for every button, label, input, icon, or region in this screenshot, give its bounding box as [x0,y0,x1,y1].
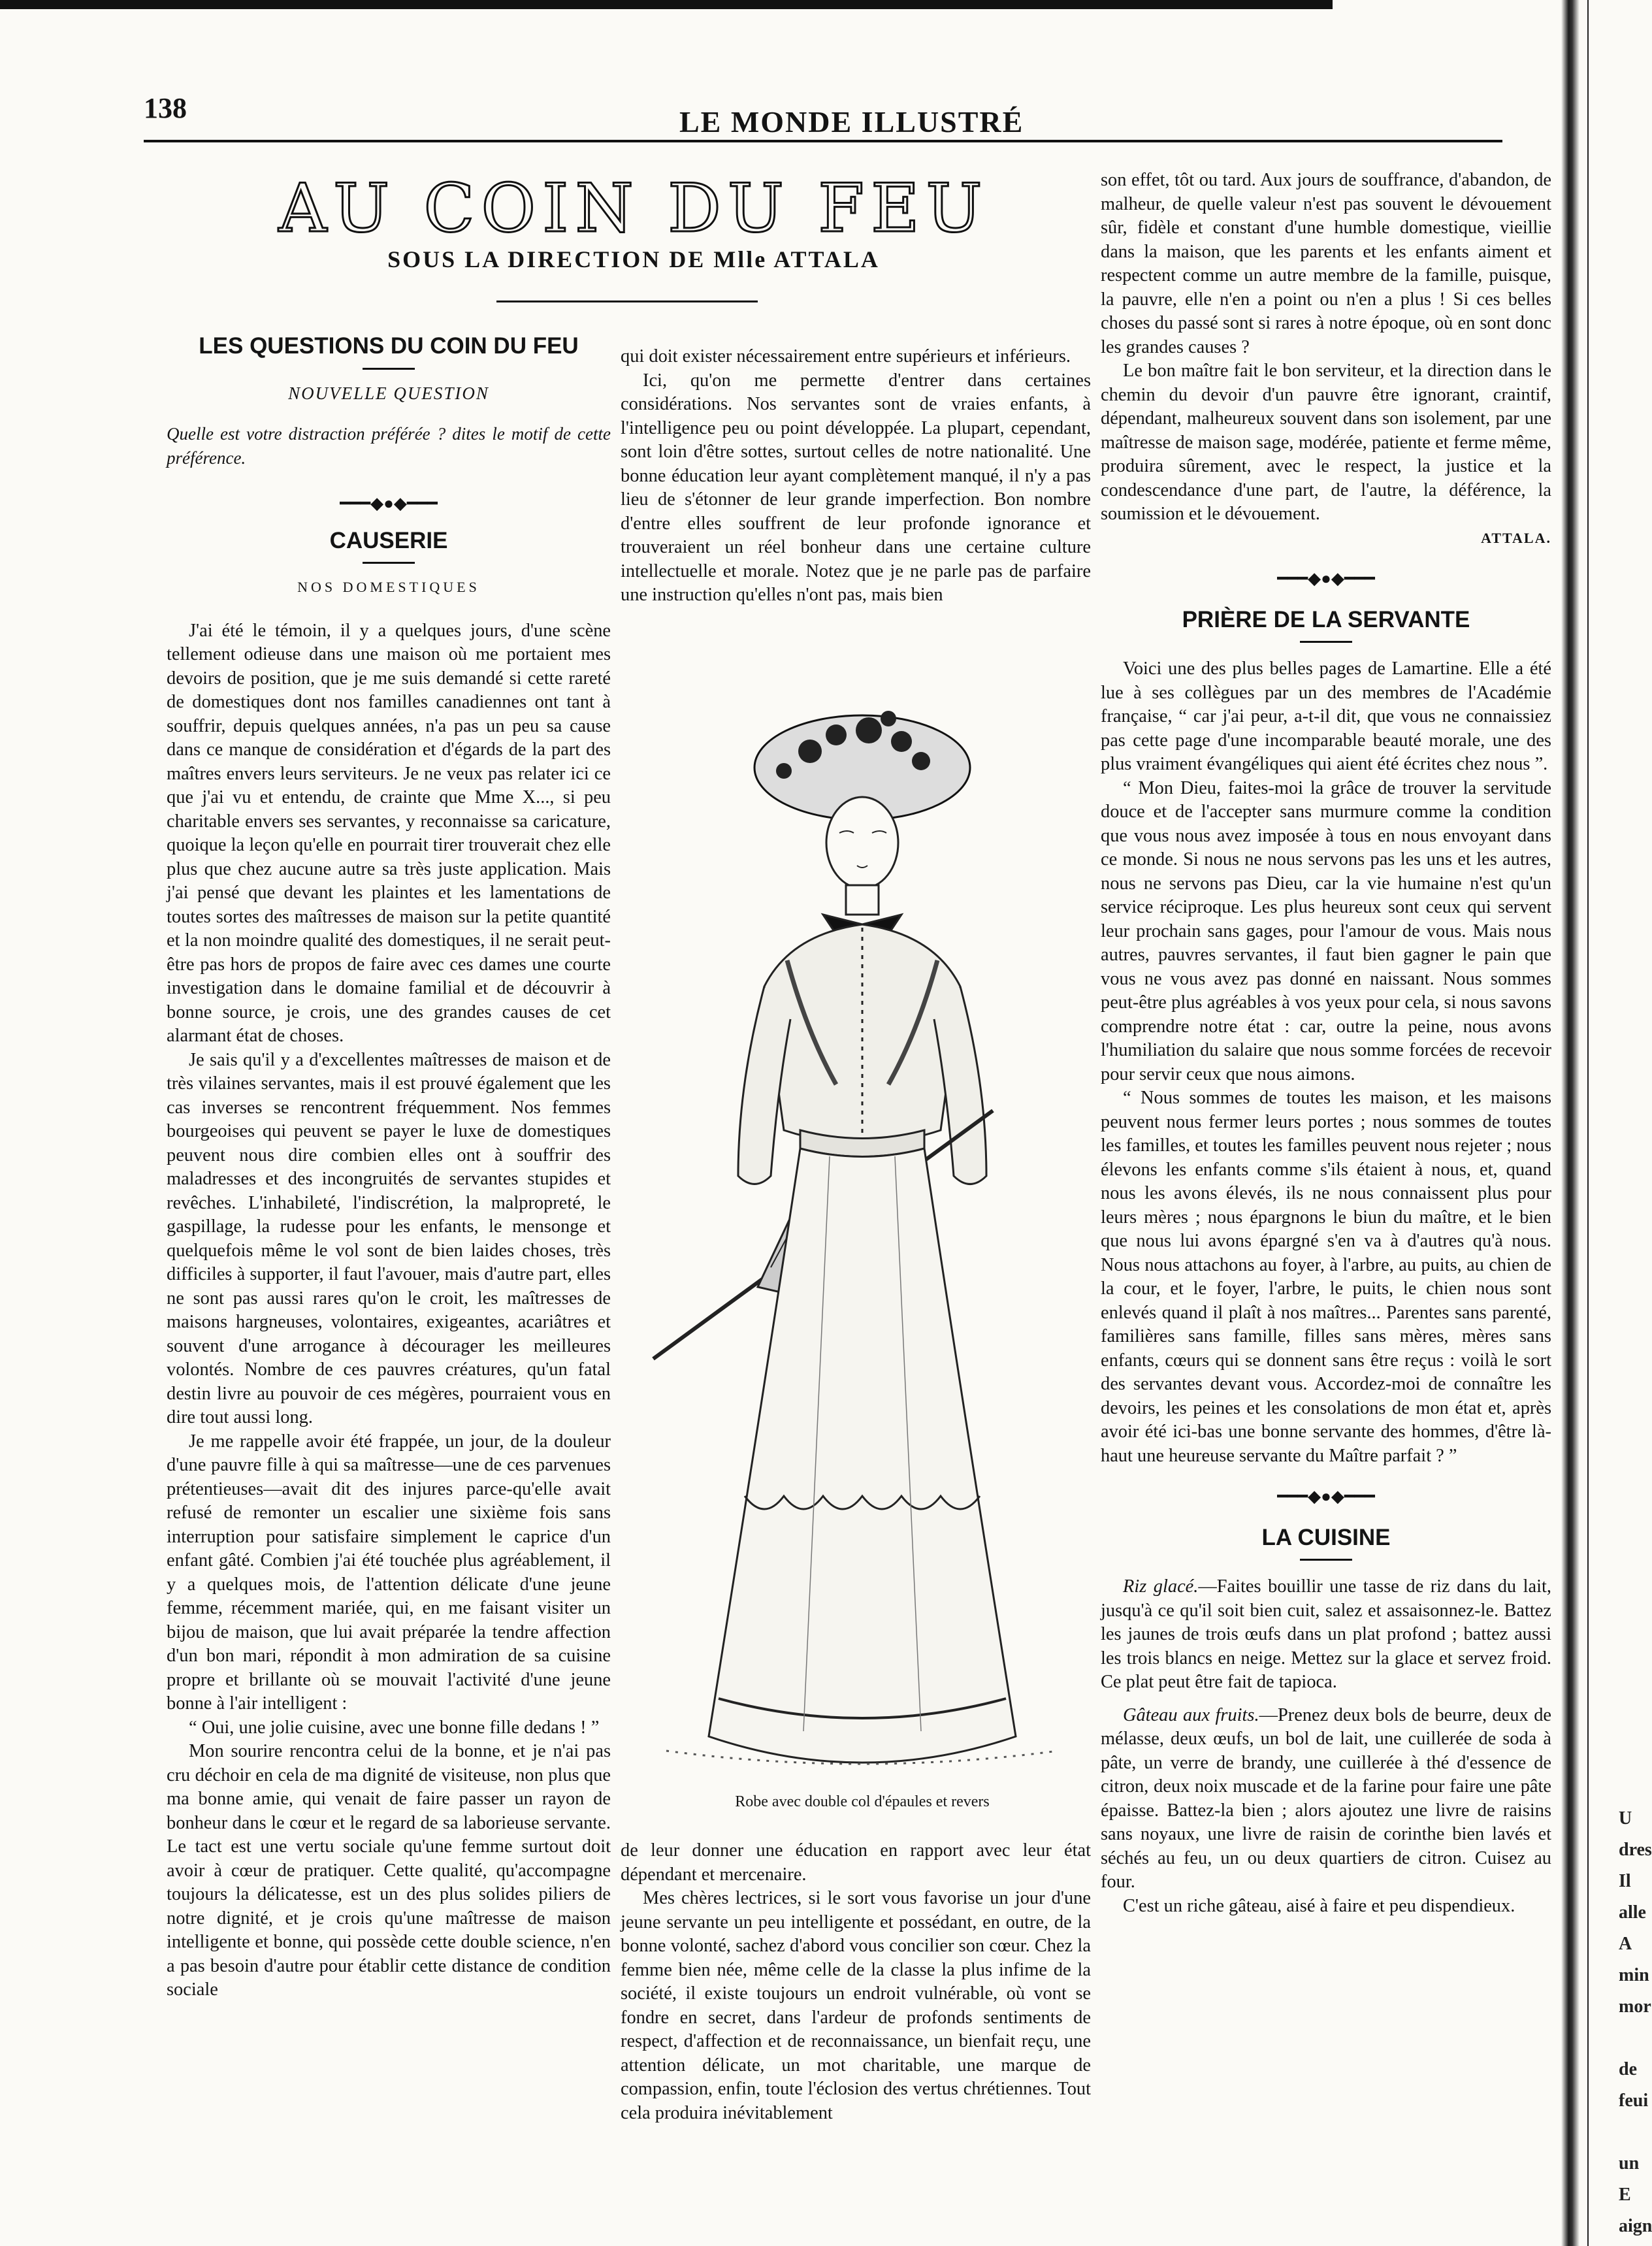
middle-paragraph: de leur donner une éducation en rapport avec leur état dépendant et mercenaire. [621,1840,1091,1885]
middle-paragraph: qui doit exister nécessairement entre supérieurs et inférieurs. [621,346,1071,366]
top-border [0,0,1333,9]
middle-column-bottom [621,1839,1091,2125]
left-column [167,327,611,2002]
recipe [1101,1704,1551,1895]
cuisine-closing: C'est un riche gâteau, aisé à faire et peu dispendieux. [1123,1895,1515,1916]
causerie-paragraph: Je sais qu'il y a d'excellentes maîtresses de maison et de très vilaines servantes, mais il est prouvé également que les cas inverses se rencontrent fréquemment. Nos femmes bourgeoises qui peuvent se payer le luxe de domestiques peuvent nous dire combien elles ont à souffrir des maladresses et des incongruités de servantes stupides et revêches. L'inhabileté, l'indiscrétion, la malpropreté, le gaspillage, la rudesse pour les enfants, le mensonge et quelquefois même le vol sont de bien laides choses, très difficiles à supporter, il faut l'avouer, mais d'autre part, elles ne sont pas aussi rares qu'on le croit, les maîtresses de maisons hargneuses, volontaires, exigeantes, acariâtres et souvent d'une arrogance à décourager les meilleures volontés. Nombre de ces pauvres créatures, qu'un fatal destin livre au pouvoir de ces mégères, pourraient vous en dire tout aussi long. [167,1049,611,1427]
priere-paragraph: “ Mon Dieu, faites-moi la grâce de trouver la servitude douce et de l'accepter sans murmure comme la condition que vous nous avez imposée à tous en nous envoyant dans ce monde. Si nous ne nous servons pas les uns et les autres, nous ne servons pas Dieu, car la vie humaine n'est qu'un service réciproque. Les plus heureux sont ceux qui servent leur prochain sans gages, pour l'amour de vous. Mais nous autres, pauvres servantes, il faut bien gagner le pain que vous ne vous avez pas donné en naissant. Nous sommes peut-être plus agréables à vos yeux pour cela, si nous savons comprendre notre état : car, outre la peine, nous avons l'humiliation du salaire que nous somme forcées de recevoir pour servir ceux que nous aimons. [1101,777,1551,1084]
middle-column-top [621,345,1091,608]
right-paragraph: son effet, tôt ou tard. Aux jours de souffrance, d'abandon, de malheur, de quelle valeur n'est pas souvent le dévouement sûr, fidèle et constant d'une humble domestique, vieillie dans la maison, que les parents et les enfants aiment et respectent comme un autre membre de la famille, puisque, la pauvre, elle n'en a point ou n'en a plus ! Si ces belles choses du passé sont si rares à notre époque, où en sont donc les grandes causes ? [1101,170,1551,357]
questions-subheading: NOUVELLE QUESTION [288,383,489,403]
binding-spine [1561,0,1579,2246]
face [826,797,898,888]
page-number: 138 [144,92,187,124]
skirt [709,1148,1016,1763]
cuisine-heading: LA CUISINE [1261,1524,1391,1550]
questions-text: Quelle est votre distraction préférée ? dites le motif de cette préférence. [167,424,611,468]
causerie-paragraph: J'ai été le témoin, il y a quelques jours, d'une scène tellement odieuse dans une maison où me portaient mes devoirs de position, que je me suis demandé si cette rareté de domestiques dont nos familles canadiennes ont tant à souffrir, depuis quelques années, n'a pas un peu sa cause dans ce manque de considération et d'égards de la part des maîtres envers leurs serviteurs. Je ne veux pas relater ici ce que j'ai vu et entendu, de crainte que Mme X..., si peu charitable envers ses servantes, y reconnaisse sa caricature, quoique la leçon qu'elle en pourrait tirer trouverait chez elle plus que chez aucune autre sa très juste application. Mais j'ai pensé que devant les plaintes et les lamentations de toutes sortes des maîtresses de maison sur la petite quantité et la non moindre qualité des domestiques, il ne serait peut-être pas hors de propos de faire avec ces dames une courte investigation dans le domaine familial et de découvrir à bonne source, je crois, une des grandes causes de cet alarmant état de choses. [167,620,611,1046]
recipe-name: Riz glacé. [1123,1576,1199,1597]
recipe-text: —Prenez deux bols de beurre, deux de mélasse, deux œufs, un bol de lait, une cuillerée de soda à pâte, un verre de brandy, une cuillerée à thé d'essence de citron, deux noix muscade et de la farine pour faire une pâte épaisse. Battez-la bien ; alors ajoutez une livre de raisins sans noyaux, une livre de raisin de corinthe bien lavés et séchés au feu, un ou deux quartiers de citron. Cuisez au four. [1101,1704,1551,1892]
priere-heading: PRIÈRE DE LA SERVANTE [1182,606,1470,632]
fashion-illustration [614,679,1110,1790]
right-column [1101,169,1551,1918]
causerie-paragraph: Mon sourire rencontra celui de la bonne, et je n'ai pas cru déchoir en cela de ma dignité de visiteuse, non plus que ma bonne amie, qui venait de faire passer un rayon de bonheur dans le cœur et le regard de sa laborieuse servante. Le tact est une vertu sociale qu'une femme surtout doit avoir à cœur de pratiquer. Cette qualité, qu'accompagne toujours la délicatesse, est un des plus solides piliers de notre dignité, et je crois qu'une maîtresse de maison intelligente et bonne, qui possède cette double science, n'en a pas besoin d'autre pour établir cette distance de condition sociale [167,1741,611,2000]
header-rule [144,140,1502,142]
questions-rule [363,368,415,370]
section-title: AU COIN DU FEU [278,170,989,248]
questions-heading: LES QUESTIONS DU COIN DU FEU [199,333,579,359]
ornament-divider: ━━━◆●◆━━━ [1277,1487,1375,1506]
cuisine-rule [1300,1559,1352,1561]
ornament-divider: ━━━◆●◆━━━ [1277,569,1375,588]
priere-paragraph: “ Nous sommes de toutes les maison, et les maisons peuvent nous fermer leurs portes ; nous sommes de toutes les familles, et toutes les familles peuvent nous rejeter ; nous élevons les enfants comme s'ils étaient à nous, et, quand nous les avons élevés, ils ne nous connaissent plus pour leurs mères ; nous épargnons le biun du maître, et le bien que nous lui avons épargné s'en va à d'autres qu'à nous. Nous nous attachons au foyer, à l'arbre, au puits, au chien de la cour, et le foyer, l'arbre, le puits, le chien nous sont enlevés quand il plaît à nos maîtres... Parentes sans parenté, familières sans famille, filles sans mères, mères sans enfants, cœurs qui se donnent sans être reçus : voilà le sort des servantes devant vous. Accordez-moi de connaître les devoirs, les peines et les consolations de mon état et, après avoir été ici-bas une bonne servante des hommes, d'être là-haut une heureuse servante du Maître parfait ? ” [1101,1088,1551,1466]
causerie-paragraph: “ Oui, une jolie cuisine, avec une bonne fille dedans ! ” [189,1717,600,1738]
recipe [1101,1575,1551,1695]
illustration-caption: Robe avec double col d'épaules et revers [735,1793,990,1810]
priere-rule [1300,641,1352,643]
section-subtitle: SOUS LA DIRECTION DE Mlle ATTALA [387,246,880,272]
causerie-rule [363,562,415,564]
priere-paragraph: Voici une des plus belles pages de Lamartine. Elle a été lue à ses collègues par un des membres de l'Académie française, “ car j'ai peur, a-t-il dit, que vous ne connaissiez pas cette page d'une incomparable beauté morale, une des plus vraiment évangéliques qui aient été écrites chez nous ”. [1101,659,1551,774]
masthead: LE MONDE ILLUSTRÉ [679,105,1024,138]
middle-paragraph: Mes chères lectrices, si le sort vous favorise un jour d'une jeune servante un peu intelligente et possédant, en outre, de la bonne volonté, sachez d'abord vous concilier son cœur. Chez la femme bien née, même celle de la classe la plus infime de la société, il existe toujours un endroit vulnérable, où vont se fondre en secret, dans l'ardeur de profonds sentiments de respect, d'affection et de reconnaissance, un bienfait reçu, une attention délicate, un mot charitable, une marque de compassion, enfin, toute l'éclosion des vertus chrétiennes. Tout cela produira inévitablement [621,1888,1091,2123]
middle-paragraph: Ici, qu'on me permette d'entrer dans certaines considérations. Nos servantes sont de vraies enfants, à l'intelligence peu ou point développée. La plupart, cependant, sont loin d'être sottes, surtout celles de notre nationalité. Une bonne éducation leur ayant complètement manqué, il n'y a pas lieu de s'étonner de leur grande imperfection. Bon nombre d'entre elles souffrent de leur profonde ignorance et trouveraient un réel bonheur dans une certaine culture intellectuelle et morale. Notez que je ne parle pas de parfaire une instruction qu'elles n'ont pas, mais bien [621,370,1091,605]
causerie-subheading: NOS DOMESTIQUES [297,579,480,595]
causerie-heading: CAUSERIE [329,527,448,553]
adjacent-page-text: U dres Il alle A min mor de feui un E aign [1619,1808,1652,2236]
ornament-divider: ━━━◆●◆━━━ [340,494,438,513]
recipe-text: —Faites bouillir une tasse de riz dans du lait, jusqu'à ce qu'il soit bien cuit, salez et assaisonnez-le. Battez les jaunes de trois œufs dans un plat profond ; battez aussi les trois blancs en neige. Mettez sur la glace et servez froid. Ce plat peut être fait de tapioca. [1101,1576,1551,1692]
title-rule [496,301,758,302]
signature: ATTALA. [1481,529,1551,546]
right-paragraph: Le bon maître fait le bon serviteur, et la direction dans le chemin du devoir d'un pauvre être ignorant, craintif, dépendant, malheureux souvent dans son isolement, par une maîtresse de maison sage, modérée, patiente et ferme même, produira sûrement, avec le respect, la justice et la condescendance d'une part, de l'autre, la déférence, la soumission et le dévouement. [1101,361,1551,524]
recipe-name: Gâteau aux fruits. [1123,1704,1259,1725]
causerie-paragraph: Je me rappelle avoir été frappée, un jour, de la douleur d'une pauvre fille à qui sa maîtresse—une de ces parvenues prétentieuses—avait dit des injures parce-qu'elle avait refusé de remonter un escalier une sixième fois sans interruption pour satisfaire simplement le caprice d'un enfant gâté. Combien j'ai été touchée plus agréablement, il y a quelques mois, de l'attention délicate d'une jeune femme, récemment mariée, qui, en me faisant visiter un bijou de maison, que lui avait préparée la tendre affection d'un bon mari, répondit à mon admiration de sa cuisine propre et brillante où se mouvait l'activité d'une jeune bonne à l'air intelligent : [167,1431,611,1714]
